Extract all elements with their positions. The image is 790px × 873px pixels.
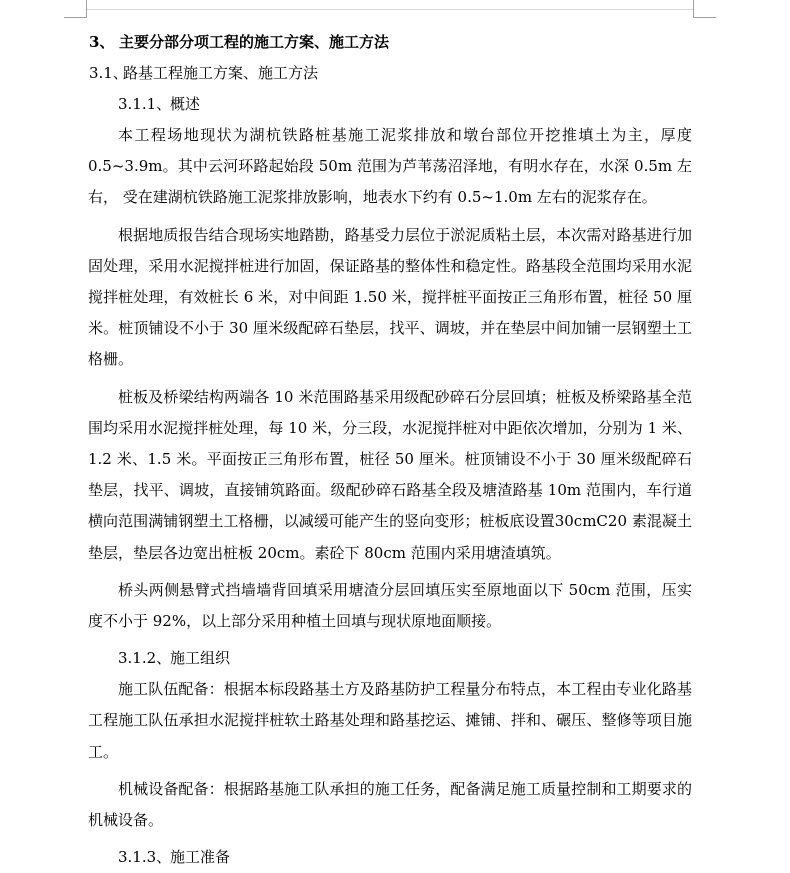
heading-3-1-2 [88, 643, 692, 674]
heading-3-1-1 [88, 89, 692, 120]
heading-3-1-3-title: 施工准备 [170, 848, 231, 867]
paragraph-equipment-allocation: 机械设备配备：根据路基施工队承担的施工任务，配备满足施工质量控制和工期要求的机械设备。 [88, 779, 692, 830]
crop-mark-top-left-horizontal [64, 17, 87, 18]
paragraph-foundation-treatment: 根据地质报告结合现场实地踏勘，路基受力层位于淤泥质粘土层，本次需对路基进行加固处理，采用水泥搅拌桩进行加固，保证路基的整体性和稳定性。路基段全范围均采用水泥搅拌桩处理，有效桩长 6 米，对中间距 1.50 米，搅拌桩平面按正三角形布置，桩径 50 厘米。桩顶铺设不小于 30 厘米级配碎石垫层，找平、调坡，并在垫层中间加铺一层钢塑土工格栅。 [88, 225, 692, 369]
heading-3-number: 3、 [89, 33, 115, 51]
heading-3-1-2-title: 施工组织 [170, 649, 231, 668]
heading-3-1 [88, 58, 692, 89]
heading-3-1-title: 路基工程施工方案、施工方法 [123, 64, 319, 82]
crop-mark-top-right-horizontal [693, 17, 716, 18]
heading-3-1-number: 3.1、 [89, 64, 128, 82]
heading-3-title: 主要分部分项工程的施工方案、施工方法 [119, 33, 390, 51]
paragraph-bridge-ends: 桩板及桥梁结构两端各 10 米范围路基采用级配砂碎石分层回填；桩板及桥梁路基全范围均采用水泥搅拌桩处理，每 10 米，分三段，水泥搅拌桩对中距依次增加，分别为 1 米、1.2 米、1.5 米。平面按正三角形布置，桩径 50 厘米。桩顶铺设不小于 30 厘米级配碎石垫层，找平、调坡，直接铺筑路面。级配砂碎石路基全段及塘渣路基 10m 范围内，车行道横向范围满铺钢塑土工格栅，以减缓可能产生的竖向变形；桩板底设置30cmC20 素混凝土垫层，垫层各边宽出桩板 20cm。素砼下 80cm 范围内采用塘渣填筑。 [88, 387, 692, 562]
paragraph-team-allocation: 施工队伍配备：根据本标段路基土方及路基防护工程量分布特点，本工程由专业化路基工程施工队伍承担水泥搅拌桩软土路基处理和路基挖运、摊铺、拌和、碾压、整修等项目施工。 [88, 680, 692, 761]
paragraph-retaining-wall: 桥头两侧悬臂式挡墙墙背回填采用塘渣分层回填压实至原地面以下 50cm 范围，压实度不小于 92%，以上部分采用种植土回填与现状原地面顺接。 [88, 580, 692, 631]
heading-3-1-3-number: 3.1.3、 [118, 848, 172, 867]
heading-3 [88, 26, 692, 58]
heading-3-1-1-title: 概述 [170, 95, 201, 113]
crop-mark-top-right-vertical [693, 0, 694, 18]
page-top-edge [87, 9, 693, 10]
paragraph-site-overview: 本工程场地现状为湖杭铁路桩基施工泥浆排放和墩台部位开挖推填土为主，厚度 0.5~3.9m。其中云河环路起始段 50m 范围为芦苇荡沼泽地，有明水存在，水深 0.5m 左右， 受在建湖杭铁路施工泥浆排放影响，地表水下约有 0.5~1.0m 左右的泥浆存在。 [88, 126, 692, 207]
heading-3-1-2-number: 3.1.2、 [118, 649, 172, 668]
heading-3-1-1-number: 3.1.1、 [118, 95, 172, 113]
document-body [88, 26, 692, 873]
heading-3-1-3 [88, 842, 692, 873]
